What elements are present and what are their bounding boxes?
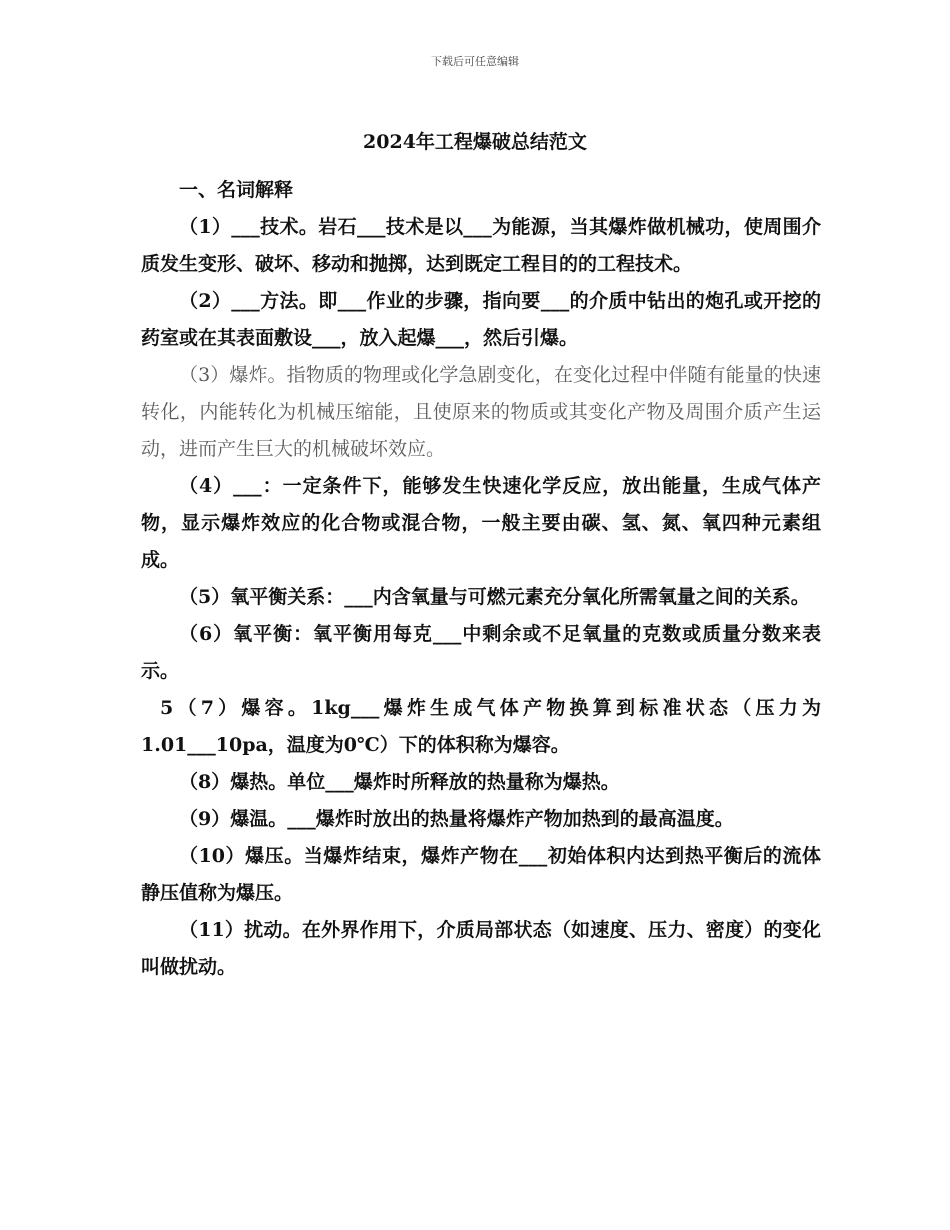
section-heading: 一、名词解释	[179, 179, 294, 201]
paragraph-7: 5（7）爆容。1kg___爆炸生成气体产物换算到标准状态（压力为1.01___10pa，温度为0℃）下的体积称为爆容。	[141, 697, 821, 756]
paragraph-11: （11）扰动。在外界作用下，介质局部状态（如速度、压力、密度）的变化叫做扰动。	[141, 919, 821, 978]
document-title: 2024年工程爆破总结范文	[363, 131, 587, 153]
paragraph-1: （1）___技术。岩石___技术是以___为能源，当其爆炸做机械功，使周围介质发生变形、破坏、移动和抛掷，达到既定工程目的的工程技术。	[141, 216, 821, 275]
document-body	[141, 172, 821, 986]
paragraph-5: （5）氧平衡关系：___内含氧量与可燃元素充分氧化所需氧量之间的关系。	[179, 586, 810, 608]
paragraph-3: （3）爆炸。指物质的物理或化学急剧变化，在变化过程中伴随有能量的快速转化，内能转化为机械压缩能，且使原来的物质或其变化产物及周围介质产生运动，进而产生巨大的机械破坏效应。	[141, 364, 821, 460]
paragraph-4: （4）___：一定条件下，能够发生快速化学反应，放出能量，生成气体产物，显示爆炸效应的化合物或混合物，一般主要由碳、氢、氮、氧四种元素组成。	[141, 475, 821, 571]
paragraph-8: （8）爆热。单位___爆炸时所释放的热量称为爆热。	[179, 771, 620, 793]
paragraph-9: （9）爆温。___爆炸时放出的热量将爆炸产物加热到的最高温度。	[179, 808, 734, 830]
page-header-note: 下载后可任意编辑	[431, 55, 519, 68]
paragraph-6: （6）氧平衡：氧平衡用每克___中剩余或不足氧量的克数或质量分数来表示。	[141, 623, 821, 682]
paragraph-2: （2）___方法。即___作业的步骤，指向要___的介质中钻出的炮孔或开挖的药室或在其表面敷设___，放入起爆___，然后引爆。	[141, 290, 821, 349]
paragraph-10: （10）爆压。当爆炸结束，爆炸产物在___初始体积内达到热平衡后的流体静压值称为爆压。	[141, 845, 821, 904]
